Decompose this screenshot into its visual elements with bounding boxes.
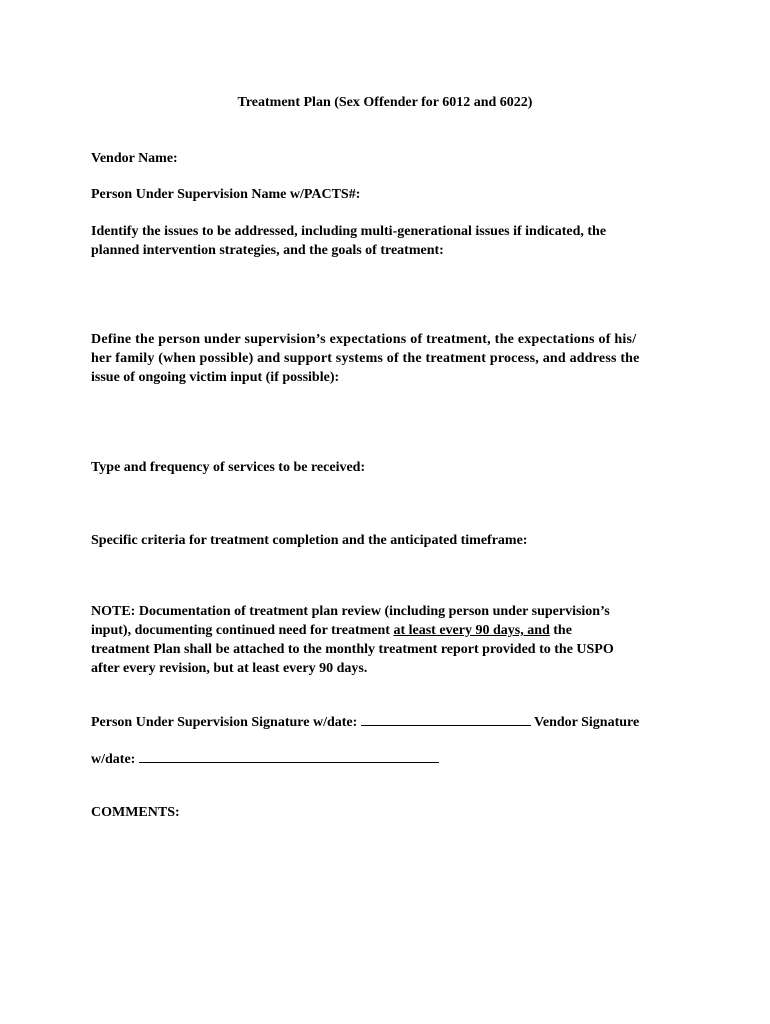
vendor-name-label: Vendor Name: — [91, 151, 178, 166]
completion-label: Specific criteria for treatment completion and the anticipated timeframe: — [91, 533, 528, 548]
expectations-text-line-3: issue of ongoing victim input (if possible): — [91, 370, 340, 385]
pus-signature-field[interactable] — [361, 712, 531, 726]
note-line-2-start: input), documenting continued need for treatment — [91, 623, 394, 638]
note-line-1: NOTE: Documentation of treatment plan review (including person under supervision’s — [91, 604, 610, 619]
issues-text-line-2: planned intervention strategies, and the goals of treatment: — [91, 243, 444, 258]
comments-label: COMMENTS: — [91, 805, 180, 820]
signature-line — [91, 712, 639, 732]
person-name-label: Person Under Supervision Name w/PACTS#: — [91, 187, 361, 202]
vendor-date-label: w/date: — [91, 752, 136, 767]
vendor-signature-label: Vendor Signature — [534, 715, 640, 730]
vendor-date-line — [91, 749, 439, 769]
issues-text-line-1: Identify the issues to be addressed, including multi-generational issues if indicated, the — [91, 224, 607, 239]
expectations-text-line-2: her family (when possible) and support systems of the treatment process, and address the — [91, 351, 640, 366]
note-line-4: after every revision, but at least every 90 days. — [91, 661, 368, 676]
note-underlined-text: at least every 90 days, and — [393, 623, 550, 638]
vendor-signature-field[interactable] — [139, 749, 439, 763]
services-label: Type and frequency of services to be received: — [91, 460, 366, 475]
note-line-3: treatment Plan shall be attached to the monthly treatment report provided to the USPO — [91, 642, 614, 657]
expectations-text-line-1: Define the person under supervision’s expectations of treatment, the expectations of his/ — [91, 332, 637, 347]
pus-signature-label: Person Under Supervision Signature w/date: — [91, 715, 358, 730]
document-title: Treatment Plan (Sex Offender for 6012 and 6022) — [237, 95, 533, 110]
note-line-2-end: the — [549, 623, 572, 638]
note-line-2 — [91, 621, 572, 640]
